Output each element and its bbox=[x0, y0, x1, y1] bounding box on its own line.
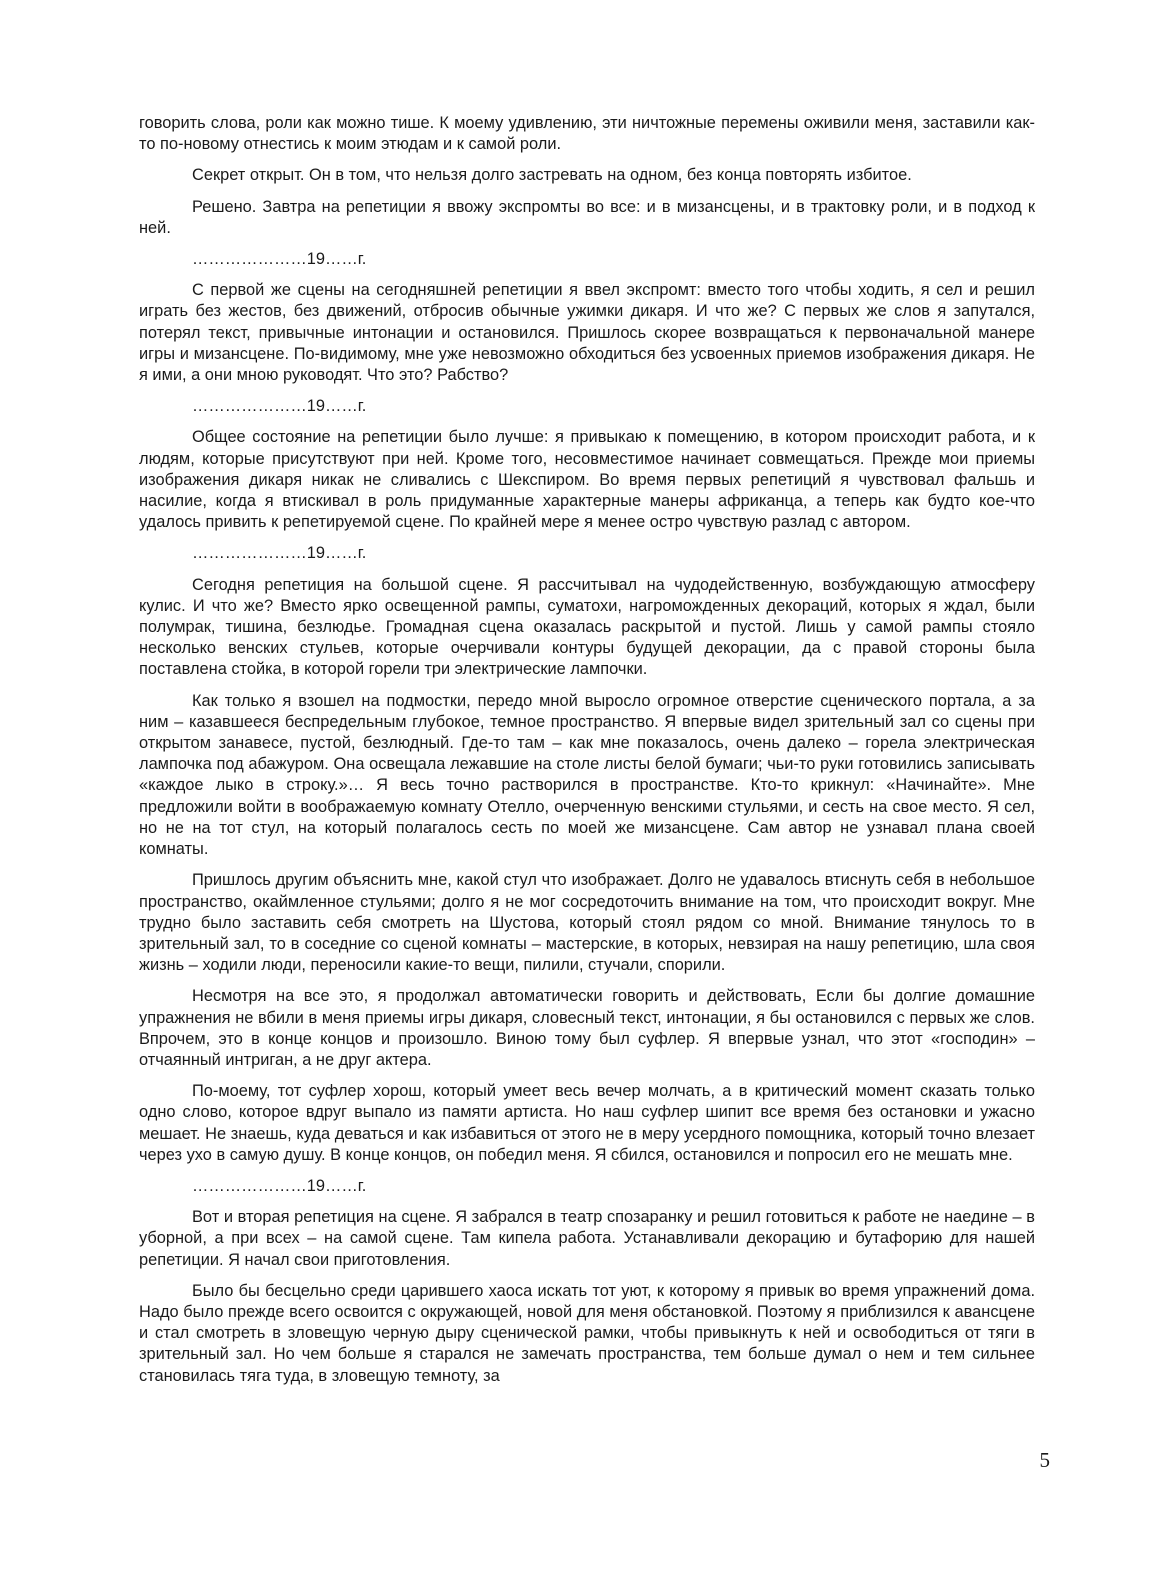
paragraph: Пришлось другим объяснить мне, какой стул что изображает. Долго не удавалось втиснуть себя в небольшое пространство, окаймленное стульями; долго я не мог сосредоточить внимание на том, что происходит вокруг. Мне трудно было заставить себя смотреть на Шустова, который стоял рядом со мной. Внимание тянулось то в зрительный зал, то в соседние со сценой комнаты – мастерские, в которых, невзирая на нашу репетицию, шла своя жизнь – ходили люди, переносили какие-то вещи, пилили, стучали, спорили. bbox=[139, 871, 1035, 975]
paragraph: Было бы бесцельно среди царившего хаоса искать тот уют, к которому я привык во время упражнений дома. Надо было прежде всего освоится с окружающей, новой для меня обстановкой. Поэтому я приблизился к авансцене и стал смотреть в зловещую черную дыру сценической рамки, чтобы привыкнуть к ней и освободиться от тяги в зрительный зал. Но чем больше я старался не замечать пространства, тем больше думал о нем и тем сильнее становилась тяга туда, в зловещую темноту, за bbox=[139, 1281, 1035, 1385]
paragraph: По-моему, тот суфлер хорош, который умеет весь вечер молчать, а в критический момент сказать только одно слово, которое вдруг выпало из памяти артиста. Но наш суфлер шипит все время без остановки и ужасно мешает. Не знаешь, куда деваться и как избавиться от этого не в меру усердного помощника, который точно влезает через ухо в самую душу. В конце концов, он победил меня. Я сбился, остановился и попросил его не мешать мне. bbox=[139, 1082, 1035, 1164]
diary-date-heading: …………………19……г. bbox=[192, 250, 367, 269]
diary-date-heading: …………………19……г. bbox=[192, 397, 367, 416]
paragraph: Сегодня репетиция на большой сцене. Я рассчитывал на чудодейственную, возбуждающую атмосферу кулис. И что же? Вместо ярко освещенной рампы, суматохи, нагроможденных декораций, которых я ждал, были полумрак, тишина, безлюдье. Громадная сцена оказалась раскрытой и пустой. Лишь у самой рампы стояло несколько венских стульев, которые очерчивали контуры будущей декорации, да с правой стороны была поставлена стойка, в которой горели три электрические лампочки. bbox=[139, 575, 1035, 679]
paragraph: Как только я взошел на подмостки, передо мной выросло огромное отверстие сценического портала, а за ним – казавшееся беспредельным глубокое, темное пространство. Я впервые видел зрительный зал со сцены при открытом занавесе, пустой, безлюдный. Где-то там – как мне показалось, очень далеко – горела электрическая лампочка под абажуром. Она освещала лежавшие на столе листы белой бумаги; чьи-то руки готовились записывать «каждое лыко в строку.»… Я весь точно растворился в пространстве. Кто-то крикнул: «Начинайте». Мне предложили войти в воображаемую комнату Отелло, очерченную венскими стульями, и сесть на свое место. Я сел, но не на тот стул, на который полагалось сесть по моей же мизансцене. Сам автор не узнавал плана своей комнаты. bbox=[139, 691, 1035, 859]
page-number: 5 bbox=[1039, 1448, 1050, 1472]
paragraph: Общее состояние на репетиции было лучше: я привыкаю к помещению, в котором происходит работа, и к людям, которые присутствуют при ней. Кроме того, несовместимое начинает совмещаться. Прежде мои приемы изображения дикаря никак не сливались с Шекспиром. Во время первых репетиций я чувствовал фальшь и насилие, когда я втискивал в роль придуманные характерные манеры африканца, а теперь как будто кое-что удалось привить к репетируемой сцене. По крайней мере я менее остро чувствую разлад с автором. bbox=[139, 428, 1035, 532]
paragraph: Секрет открыт. Он в том, что нельзя долго застревать на одном, без конца повторять избитое. bbox=[192, 166, 912, 185]
paragraph: Несмотря на все это, я продолжал автоматически говорить и действовать, Если бы долгие домашние упражнения не вбили в меня приемы игры дикаря, словесный текст, интонации, я бы остановился с первых же слов. Впрочем, это в конце концов и произошло. Виною тому был суфлер. Я впервые узнал, что этот «господин» – отчаянный интриган, а не друг актера. bbox=[139, 987, 1035, 1069]
paragraph: С первой же сцены на сегодняшней репетиции я ввел экспромт: вместо того чтобы ходить, я сел и решил играть без жестов, без движений, отбросив обычные ужимки дикаря. И что же? С первых же слов я запутался, потерял текст, привычные интонации и остановился. Пришлось скорее возвращаться к первоначальной манере игры и мизансцене. По-видимому, мне уже невозможно обходиться без усвоенных приемов изображения дикаря. Не я ими, а они мною руководят. Что это? Рабство? bbox=[139, 281, 1035, 385]
paragraph: Вот и вторая репетиция на сцене. Я забрался в театр спозаранку и решил готовиться к работе не наедине – в уборной, а при всех – на самой сцене. Там кипела работа. Устанавливали декорацию и бутафорию для нашей репетиции. Я начал свои приготовления. bbox=[139, 1208, 1035, 1269]
diary-date-heading: …………………19……г. bbox=[192, 1176, 367, 1195]
paragraph-continued: говорить слова, роли как можно тише. К моему удивлению, эти ничтожные перемены оживили меня, заставили как-то по-новому отнестись к моим этюдам и к самой роли. bbox=[139, 114, 1035, 154]
paragraph: Решено. Завтра на репетиции я ввожу экспромты во все: и в мизансцены, и в трактовку роли, и в подход к ней. bbox=[139, 197, 1035, 237]
document-body bbox=[139, 113, 1035, 1397]
diary-date-heading: …………………19……г. bbox=[192, 544, 367, 563]
